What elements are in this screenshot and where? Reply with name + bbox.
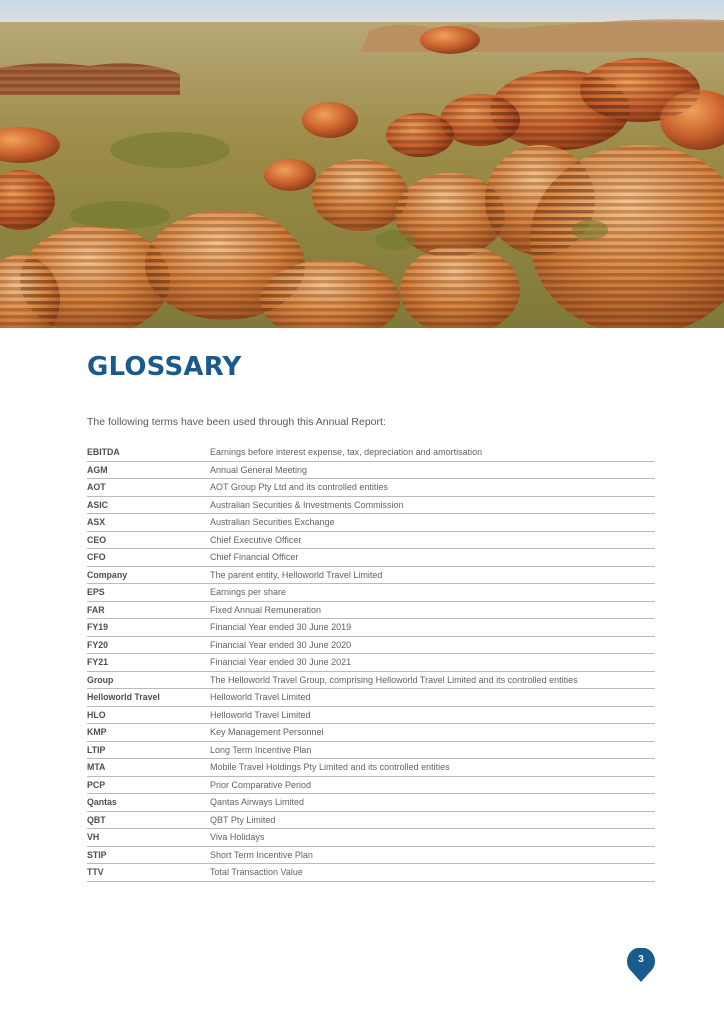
glossary-definition: Viva Holidays: [210, 829, 655, 847]
glossary-term: HLO: [87, 706, 210, 724]
glossary-definition: Long Term Incentive Plan: [210, 741, 655, 759]
glossary-row: [87, 549, 655, 567]
glossary-term: AOT: [87, 479, 210, 497]
glossary-definition: Total Transaction Value: [210, 864, 655, 882]
glossary-term: QBT: [87, 811, 210, 829]
glossary-definition: Short Term Incentive Plan: [210, 846, 655, 864]
glossary-row: [87, 794, 655, 812]
glossary-row: [87, 566, 655, 584]
glossary-definition: Fixed Annual Remuneration: [210, 601, 655, 619]
glossary-term: EPS: [87, 584, 210, 602]
glossary-definition: Prior Comparative Period: [210, 776, 655, 794]
glossary-term: FY20: [87, 636, 210, 654]
glossary-definition: QBT Pty Limited: [210, 811, 655, 829]
glossary-term: AGM: [87, 461, 210, 479]
glossary-definition: Australian Securities & Investments Commission: [210, 496, 655, 514]
glossary-table: [87, 444, 655, 882]
glossary-term: ASIC: [87, 496, 210, 514]
glossary-definition: Australian Securities Exchange: [210, 514, 655, 532]
glossary-definition: AOT Group Pty Ltd and its controlled entities: [210, 479, 655, 497]
glossary-definition: The parent entity, Helloworld Travel Limited: [210, 566, 655, 584]
glossary-row: [87, 584, 655, 602]
glossary-term: Helloworld Travel: [87, 689, 210, 707]
glossary-term: STIP: [87, 846, 210, 864]
glossary-term: VH: [87, 829, 210, 847]
glossary-row: [87, 514, 655, 532]
glossary-row: [87, 811, 655, 829]
glossary-term: TTV: [87, 864, 210, 882]
glossary-definition: Chief Financial Officer: [210, 549, 655, 567]
glossary-definition: Earnings before interest expense, tax, depreciation and amortisation: [210, 444, 655, 461]
glossary-row: [87, 724, 655, 742]
glossary-definition: The Helloworld Travel Group, comprising Helloworld Travel Limited and its controlled entities: [210, 671, 655, 689]
glossary-row: [87, 706, 655, 724]
glossary-term: KMP: [87, 724, 210, 742]
page-title: GLOSSARY: [87, 352, 242, 382]
glossary-definition: Financial Year ended 30 June 2019: [210, 619, 655, 637]
glossary-definition: Financial Year ended 30 June 2020: [210, 636, 655, 654]
hero-landscape-photo: [0, 0, 724, 328]
glossary-row: [87, 776, 655, 794]
glossary-row: [87, 479, 655, 497]
glossary-term: FY21: [87, 654, 210, 672]
glossary-row: [87, 531, 655, 549]
glossary-row: [87, 654, 655, 672]
glossary-definition: Earnings per share: [210, 584, 655, 602]
glossary-definition: Key Management Personnel: [210, 724, 655, 742]
glossary-term: CEO: [87, 531, 210, 549]
glossary-definition: Chief Executive Officer: [210, 531, 655, 549]
glossary-row: [87, 496, 655, 514]
glossary-row: [87, 461, 655, 479]
glossary-term: ASX: [87, 514, 210, 532]
glossary-term: FAR: [87, 601, 210, 619]
glossary-term: Company: [87, 566, 210, 584]
glossary-row: [87, 444, 655, 461]
glossary-definition: Qantas Airways Limited: [210, 794, 655, 812]
glossary-row: [87, 741, 655, 759]
glossary-row: [87, 759, 655, 777]
glossary-term: LTIP: [87, 741, 210, 759]
glossary-definition: Financial Year ended 30 June 2021: [210, 654, 655, 672]
glossary-row: [87, 636, 655, 654]
glossary-term: Qantas: [87, 794, 210, 812]
glossary-definition: Helloworld Travel Limited: [210, 706, 655, 724]
glossary-row: [87, 619, 655, 637]
glossary-row: [87, 864, 655, 882]
glossary-term: PCP: [87, 776, 210, 794]
glossary-term: Group: [87, 671, 210, 689]
glossary-row: [87, 601, 655, 619]
glossary-definition: Annual General Meeting: [210, 461, 655, 479]
glossary-definition: Helloworld Travel Limited: [210, 689, 655, 707]
page-number: 3: [638, 954, 644, 965]
page-number-badge: [627, 948, 655, 982]
glossary-row: [87, 689, 655, 707]
glossary-term: FY19: [87, 619, 210, 637]
bungle-bungle-landscape-image: [0, 0, 724, 328]
glossary-row: [87, 671, 655, 689]
intro-text: The following terms have been used through this Annual Report:: [87, 416, 386, 428]
glossary-definition: Mobile Travel Holdings Pty Limited and its controlled entities: [210, 759, 655, 777]
glossary-row: [87, 829, 655, 847]
glossary-term: EBITDA: [87, 444, 210, 461]
glossary-term: CFO: [87, 549, 210, 567]
glossary-row: [87, 846, 655, 864]
glossary-term: MTA: [87, 759, 210, 777]
